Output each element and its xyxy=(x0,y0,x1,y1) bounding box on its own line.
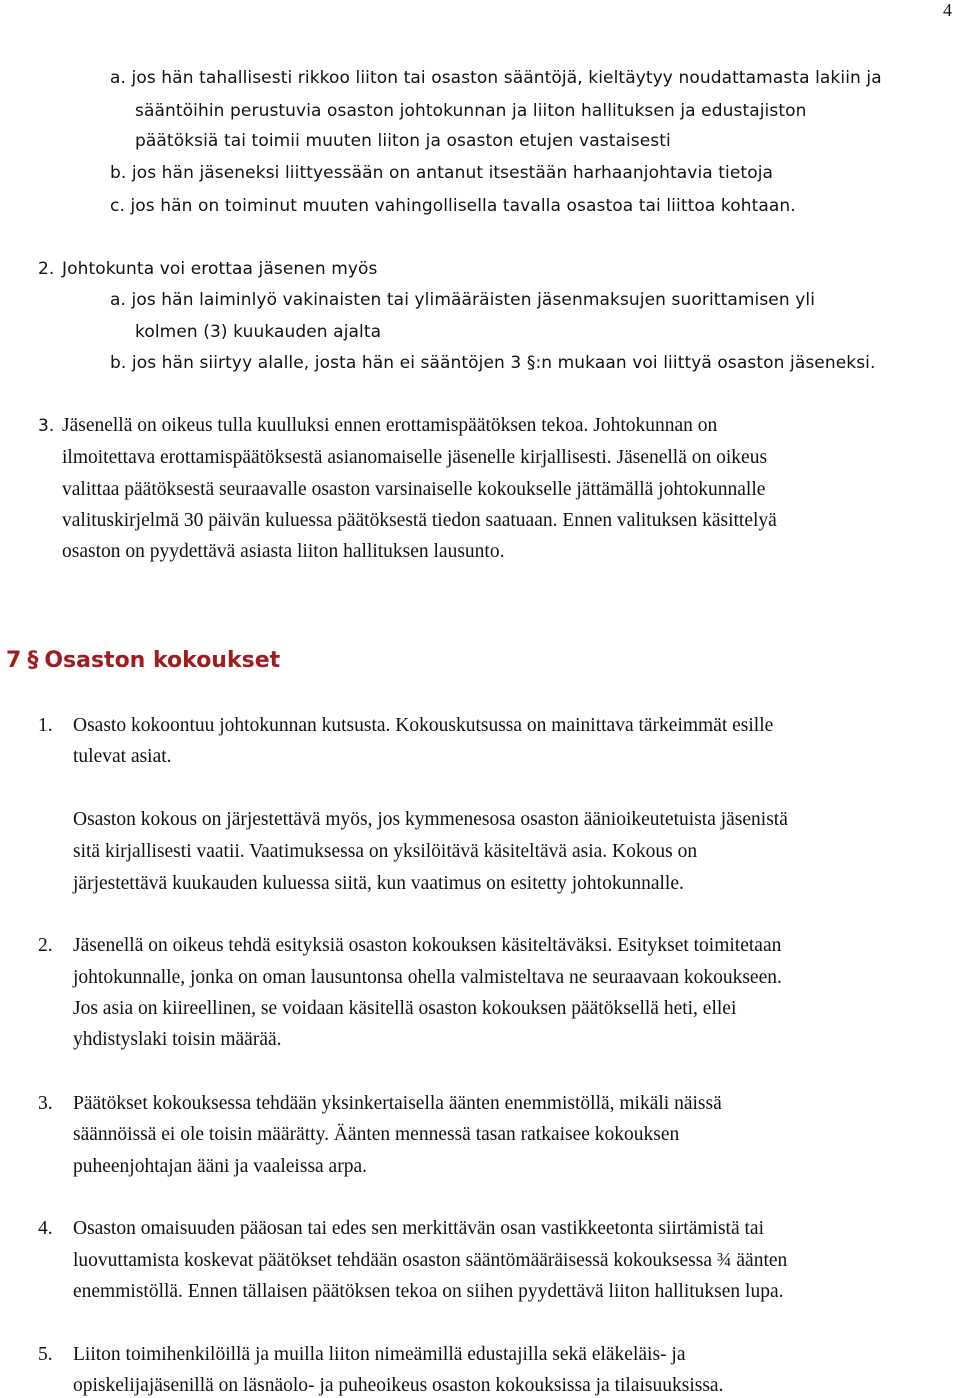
s7-item-4-line-3: enemmistöllä. Ennen tällaisen päätöksen tekoa on siihen pyydettävä liiton hallituksen lupa. xyxy=(73,1281,784,1302)
s7-item-5-number: 5. xyxy=(38,1344,53,1365)
item-3-line-3: valittaa päätöksestä seuraavalle osaston varsinaiselle kokoukselle jättämällä johtokunnalle xyxy=(62,479,766,500)
s7-item-4-line-2: luovuttamista koskevat päätökset tehdään osaston sääntömääräisessä kokouksessa ¾ äänten xyxy=(73,1250,788,1271)
ground-c: c. jos hän on toiminut muuten vahingollisella tavalla osastoa tai liittoa kohtaan. xyxy=(110,196,796,216)
item-3-number: 3. xyxy=(38,416,55,436)
s7-item-2-line-3: Jos asia on kiireellinen, se voidaan käsitellä osaston kokouksen päätöksellä heti, ellei xyxy=(73,998,737,1019)
s7-item-1-p2-line-1: Osaston kokous on järjestettävä myös, jos kymmenesosa osaston äänioikeutetuista jäsenistä xyxy=(73,809,788,830)
item-2-a-line-1: a. jos hän laiminlyö vakinaisten tai ylimääräisten jäsenmaksujen suorittamisen yli xyxy=(110,290,816,310)
section-7-heading xyxy=(6,646,280,676)
s7-item-2-line-2: johtokunnalle, jonka on oman lausuntonsa ohella valmisteltava ne seuraavaan kokoukseen. xyxy=(73,967,782,988)
section-7-number: 7 xyxy=(6,648,22,673)
page-number: 4 xyxy=(943,0,952,20)
s7-item-1-p1-line-2: tulevat asiat. xyxy=(73,746,172,767)
section-7-title: Osaston kokoukset xyxy=(44,648,281,673)
s7-item-2-line-1: Jäsenellä on oikeus tehdä esityksiä osaston kokouksen käsiteltäväksi. Esitykset toimitetaan xyxy=(73,935,782,956)
s7-item-1-number: 1. xyxy=(38,715,53,736)
s7-item-2-number: 2. xyxy=(38,935,53,956)
item-2-b: b. jos hän siirtyy alalle, josta hän ei sääntöjen 3 §:n mukaan voi liittyä osaston jäseneksi. xyxy=(110,353,876,373)
s7-item-3-number: 3. xyxy=(38,1093,53,1114)
item-2-a-line-2: kolmen (3) kuukauden ajalta xyxy=(135,322,382,342)
s7-item-1-p2-line-2: sitä kirjallisesti vaatii. Vaatimuksessa on yksilöitävä käsiteltävä asia. Kokous on xyxy=(73,841,698,862)
s7-item-3-line-1: Päätökset kokouksessa tehdään yksinkertaisella äänten enemmistöllä, mikäli näissä xyxy=(73,1093,722,1114)
s7-item-1-p2-line-3: järjestettävä kuukauden kuluessa siitä, kun vaatimus on esitetty johtokunnalle. xyxy=(73,873,684,894)
item-3-line-1: Jäsenellä on oikeus tulla kuulluksi ennen erottamispäätöksen tekoa. Johtokunnan on xyxy=(62,415,718,436)
s7-item-4-number: 4. xyxy=(38,1218,53,1239)
item-3-line-4: valituskirjelmä 30 päivän kuluessa päätöksestä tiedon saatuaan. Ennen valituksen käsittelyä xyxy=(62,510,777,531)
item-2-number: 2. xyxy=(38,259,55,279)
item-3-line-5: osaston on pyydettävä asiasta liiton hallituksen lausunto. xyxy=(62,541,505,562)
s7-item-3-line-2: säännöissä ei ole toisin määrätty. Äänten mennessä tasan ratkaisee kokouksen xyxy=(73,1124,680,1145)
s7-item-5-line-2: opiskelijajäsenillä on läsnäolo- ja puheoikeus osaston kokouksissa ja tilaisuuksissa. xyxy=(73,1375,724,1396)
s7-item-3-line-3: puheenjohtajan ääni ja vaaleissa arpa. xyxy=(73,1156,367,1177)
section-symbol: § xyxy=(27,648,39,673)
ground-b: b. jos hän jäseneksi liittyessään on antanut itsestään harhaanjohtavia tietoja xyxy=(110,163,774,183)
item-2-intro: Johtokunta voi erottaa jäsenen myös xyxy=(62,259,378,279)
s7-item-5-line-1: Liiton toimihenkilöillä ja muilla liiton nimeämillä edustajilla sekä eläkeläis- ja xyxy=(73,1344,686,1365)
s7-item-1-p1-line-1: Osasto kokoontuu johtokunnan kutsusta. Kokouskutsussa on mainittava tärkeimmät esille xyxy=(73,715,774,736)
ground-a-line-3: päätöksiä tai toimii muuten liiton ja osaston etujen vastaisesti xyxy=(135,131,671,151)
s7-item-2-line-4: yhdistyslaki toisin määrää. xyxy=(73,1029,282,1050)
ground-a-line-2: sääntöihin perustuvia osaston johtokunnan ja liiton hallituksen ja edustajiston xyxy=(135,101,807,121)
item-3-line-2: ilmoitettava erottamispäätöksestä asianomaiselle jäsenelle kirjallisesti. Jäsenellä on oikeus xyxy=(62,447,768,468)
s7-item-4-line-1: Osaston omaisuuden pääosan tai edes sen merkittävän osan vastikkeetonta siirtämistä tai xyxy=(73,1218,764,1239)
ground-a-line-1: a. jos hän tahallisesti rikkoo liiton tai osaston sääntöjä, kieltäytyy noudattamasta lakiin ja xyxy=(110,68,882,88)
